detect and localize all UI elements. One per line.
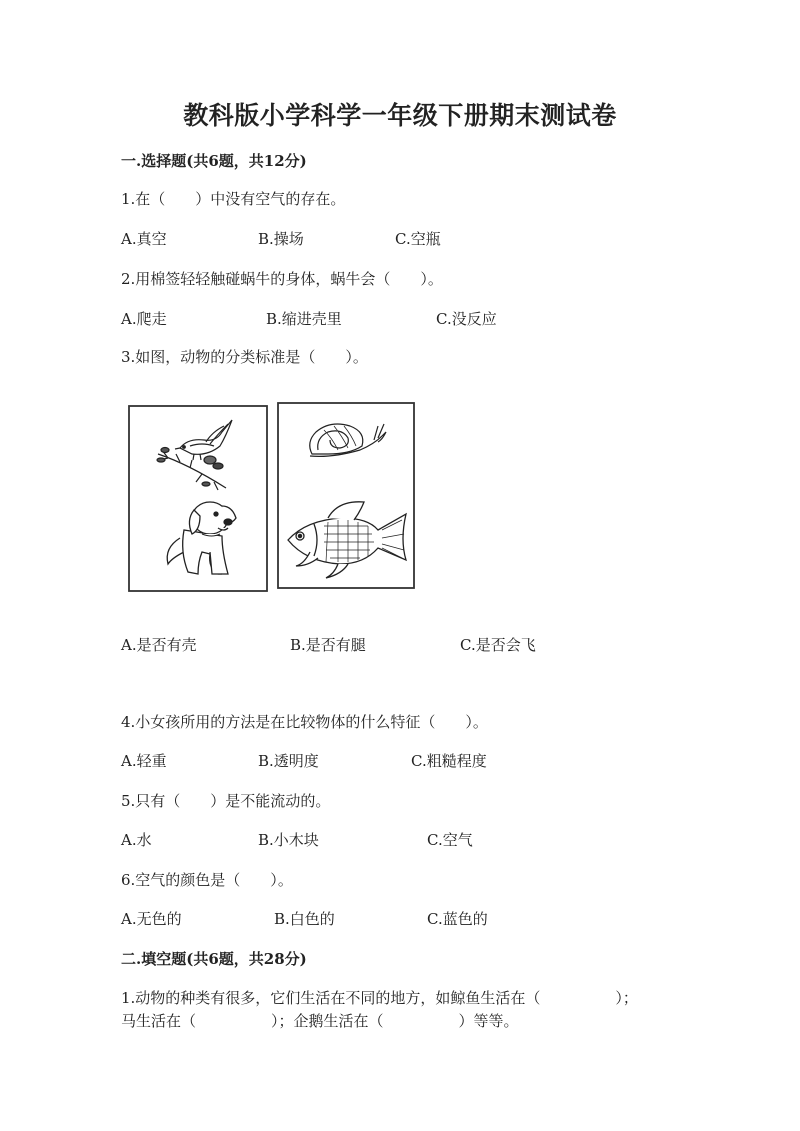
q1-option-c: C.空瓶 [395, 230, 441, 248]
q3-option-b: B.是否有腿 [290, 636, 366, 654]
question-1: 1.在（ ）中没有空气的存在。 [121, 190, 346, 208]
q5-option-a: A.水 [121, 831, 152, 849]
fill-question-1-line-2: 马生活在（ ）；企鹅生活在（ ）等等。 [121, 1012, 519, 1030]
q6-option-a: A.无色的 [121, 910, 182, 928]
fill-question-1-line-1: 1.动物的种类有很多，它们生活在不同的地方，如鲸鱼生活在（ ）； [121, 989, 638, 1007]
section-heading-choice: 一.选择题(共6题，共12分) [121, 152, 307, 170]
section-heading-fill: 二.填空题(共6题，共28分) [121, 950, 307, 968]
q3-option-c: C.是否会飞 [460, 636, 536, 654]
q1-option-b: B.操场 [258, 230, 304, 248]
q6-option-b: B.白色的 [274, 910, 335, 928]
q4-option-c: C.粗糙程度 [411, 752, 487, 770]
q6-option-c: C.蓝色的 [427, 910, 488, 928]
question-2: 2.用棉签轻轻触碰蜗牛的身体，蜗牛会（ ）。 [121, 270, 443, 288]
question-6: 6.空气的颜色是（ ）。 [121, 871, 293, 889]
q1-option-a: A.真空 [121, 230, 167, 248]
page-title: 教科版小学科学一年级下册期末测试卷 [183, 101, 617, 130]
q2-option-b: B.缩进壳里 [266, 310, 342, 328]
q2-option-a: A.爬走 [121, 310, 167, 328]
question-3: 3.如图，动物的分类标准是（ ）。 [121, 348, 368, 366]
q5-option-c: C.空气 [427, 831, 473, 849]
animal-classification-figure [128, 402, 420, 594]
question-5: 5.只有（ ）是不能流动的。 [121, 792, 331, 810]
q5-option-b: B.小木块 [258, 831, 319, 849]
q3-option-a: A.是否有壳 [121, 636, 197, 654]
question-4: 4.小女孩所用的方法是在比较物体的什么特征（ ）。 [121, 713, 488, 731]
q4-option-b: B.透明度 [258, 752, 319, 770]
q2-option-c: C.没反应 [436, 310, 497, 328]
q4-option-a: A.轻重 [121, 752, 167, 770]
